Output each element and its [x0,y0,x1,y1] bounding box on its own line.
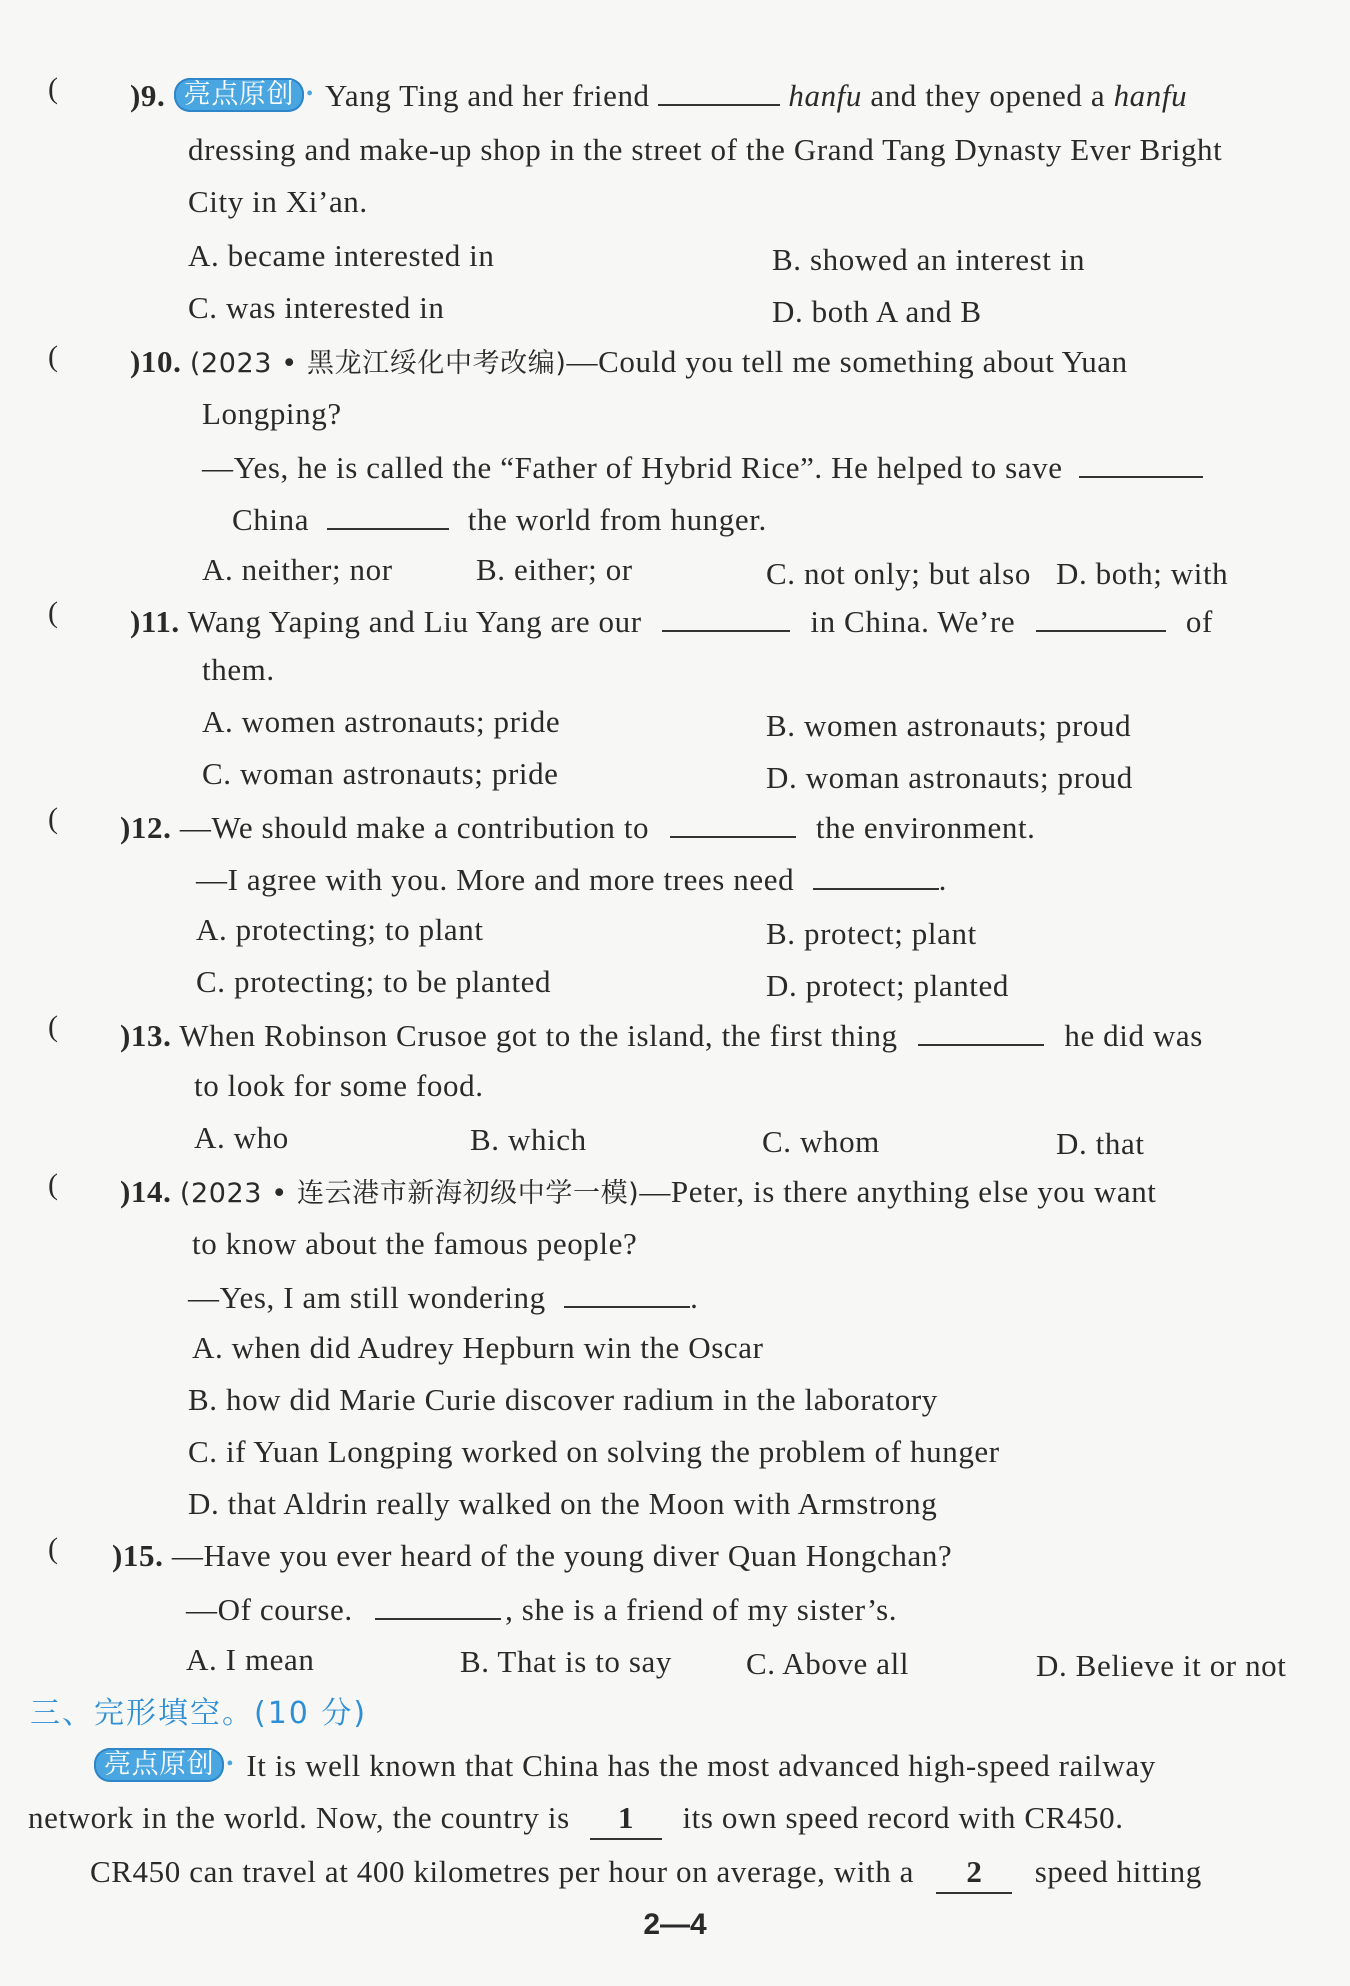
option-d[interactable]: D. both A and B [772,294,982,329]
q13-line-2: to look for some food. [194,1068,484,1103]
option-b[interactable]: B. showed an interest in [772,242,1086,277]
q10-line-1: )10. (2023 • 黑龙江绥化中考改编)—Could you tell me something about Yuan [130,344,1128,379]
option-a[interactable]: A. neither; nor [202,552,393,587]
option-b[interactable]: B. which [470,1122,587,1157]
option-d[interactable]: D. that Aldrin really walked on the Moon with Armstrong [188,1486,938,1521]
option-d[interactable]: D. both; with [1056,556,1229,591]
option-d[interactable]: D. protect; planted [766,968,1009,1003]
option-a[interactable]: A. protecting; to plant [196,912,484,947]
option-b[interactable]: B. either; or [476,552,633,587]
question-number: )13. [120,1018,172,1053]
question-number: )14. [120,1174,172,1209]
option-b[interactable]: B. That is to say [460,1644,672,1679]
cloze-blank-1[interactable]: 1 [590,1798,662,1840]
option-b[interactable]: B. protect; plant [766,916,977,951]
option-a[interactable]: A. women astronauts; pride [202,704,561,739]
q15-line-2: —Of course. , she is a friend of my sister’s. [186,1588,897,1630]
option-c[interactable]: C. Above all [746,1646,910,1681]
source-note: (2023 • 连云港市新海初级中学一模) [179,1178,640,1209]
answer-blank[interactable] [662,600,790,632]
answer-blank[interactable] [670,806,796,838]
q9-line-2: dressing and make-up shop in the street of the Grand Tang Dynasty Ever Bright [188,132,1223,167]
option-d[interactable]: D. that [1056,1126,1145,1161]
answer-paren[interactable]: ( [48,1168,58,1201]
q15-line-1: )15. —Have you ever heard of the young diver Quan Hongchan? [112,1538,953,1573]
answer-paren[interactable]: ( [48,1532,58,1565]
q9-line-1: )9. 亮点原创 • Yang Ting and her friend hanfu and they opened a hanfu [130,74,1187,116]
answer-paren[interactable]: ( [48,72,58,105]
answer-blank[interactable] [658,74,780,106]
answer-blank[interactable] [813,858,939,890]
answer-paren[interactable]: ( [48,596,58,629]
badge-dot: • [226,1753,235,1775]
highlight-original-badge: 亮点原创 [174,78,304,112]
page-number: 2—4 [643,1908,707,1941]
question-number: )11. [130,604,180,639]
option-c[interactable]: C. was interested in [188,290,445,325]
q14-line-2: to know about the famous people? [192,1226,638,1261]
answer-paren[interactable]: ( [48,802,58,835]
option-b[interactable]: B. how did Marie Curie discover radium in the laboratory [188,1382,938,1417]
passage-line-3: CR450 can travel at 400 kilometres per hour on average, with a 2 speed hitting [90,1852,1202,1894]
q14-line-1: )14. (2023 • 连云港市新海初级中学一模)—Peter, is there anything else you want [120,1174,1157,1209]
cloze-blank-2[interactable]: 2 [936,1852,1012,1894]
question-number: )12. [120,810,172,845]
option-c[interactable]: C. not only; but also [766,556,1031,591]
answer-blank[interactable] [1079,446,1203,478]
answer-blank[interactable] [1036,600,1166,632]
q10-line-2: Longping? [202,396,342,431]
q9-line-3: City in Xi’an. [188,184,368,219]
option-c[interactable]: C. woman astronauts; pride [202,756,559,791]
question-number: )15. [112,1538,164,1573]
q10-line-4: China the world from hunger. [232,498,767,540]
q12-line-2: —I agree with you. More and more trees need . [196,858,947,900]
badge-dot: • [306,83,314,105]
q10-line-3: —Yes, he is called the “Father of Hybrid Rice”. He helped to save [202,446,1203,488]
highlight-original-badge: 亮点原创 [94,1748,224,1782]
answer-paren[interactable]: ( [48,1010,58,1043]
q14-line-3: —Yes, I am still wondering . [188,1276,698,1318]
option-d[interactable]: D. Believe it or not [1036,1648,1287,1683]
answer-paren[interactable]: ( [48,340,58,373]
passage-line-1: 亮点原创 • It is well known that China has the most advanced high-speed railway [94,1744,1156,1786]
option-a[interactable]: A. I mean [186,1642,315,1677]
answer-blank[interactable] [564,1276,690,1308]
q11-line-2: them. [202,652,275,687]
q12-line-1: )12. —We should make a contribution to the environment. [120,806,1036,848]
option-c[interactable]: C. if Yuan Longping worked on solving the problem of hunger [188,1434,1000,1469]
passage-line-2: network in the world. Now, the country is 1 its own speed record with CR450. [28,1798,1124,1840]
section-heading-cloze: 三、完形填空。(10 分) [30,1696,368,1731]
option-a[interactable]: A. became interested in [188,238,495,273]
option-c[interactable]: C. protecting; to be planted [196,964,552,999]
option-b[interactable]: B. women astronauts; proud [766,708,1132,743]
q11-line-1: )11. Wang Yaping and Liu Yang are our in China. We’re of [130,600,1213,642]
q13-line-1: )13. When Robinson Crusoe got to the island, the first thing he did was [120,1014,1203,1056]
answer-blank[interactable] [375,1588,501,1620]
source-note: (2023 • 黑龙江绥化中考改编) [189,348,567,379]
option-a[interactable]: A. who [194,1120,289,1155]
answer-blank[interactable] [918,1014,1044,1046]
option-c[interactable]: C. whom [762,1124,880,1159]
question-number: )10. [130,344,182,379]
answer-blank[interactable] [327,498,449,530]
question-number: )9. [130,78,166,113]
option-a[interactable]: A. when did Audrey Hepburn win the Oscar [192,1330,764,1365]
option-d[interactable]: D. woman astronauts; proud [766,760,1133,795]
